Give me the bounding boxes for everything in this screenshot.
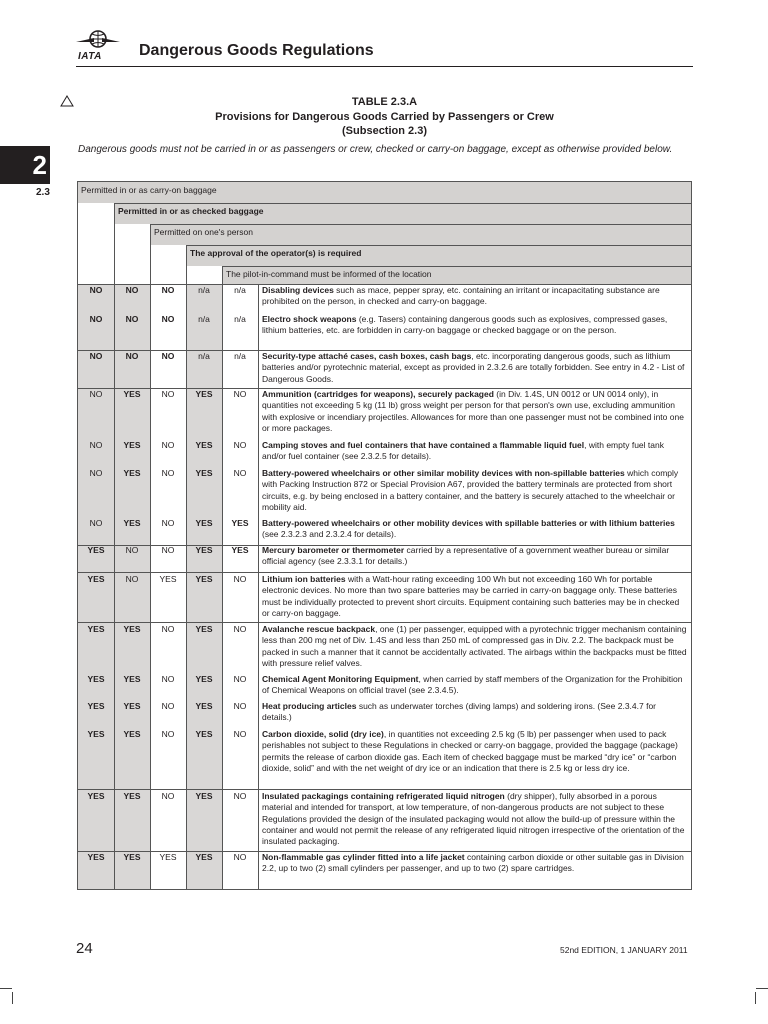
table-cell: YES (123, 701, 141, 711)
table-cell: YES (123, 791, 141, 801)
table-row-description (262, 674, 687, 697)
table-subsection: (Subsection 2.3) (342, 125, 427, 137)
chapter-tab: 2 (0, 146, 50, 184)
table-cell: NO (161, 389, 175, 399)
table-cell: NO (233, 389, 247, 399)
table-cell: NO (233, 852, 247, 862)
table-cell: YES (87, 624, 105, 634)
section-tab: 2.3 (36, 187, 50, 198)
table-title: Provisions for Dangerous Goods Carried by Passengers or Crew (215, 111, 554, 123)
table-cell: NO (161, 351, 175, 361)
table-cell: NO (89, 285, 103, 295)
item-text: , one (1) per passenger, equipped with a pyrotechnic trigger mechanism containing less than 200 mg net of Div. 1.4S and less than 250 mL of compressed gas in Div. 2.2. The backpack must be packed in such a manner that it cannot be accidentally activated. The airbags within the backpacks must be fitted with pressure relief valves. (262, 624, 687, 668)
table-cell: NO (161, 518, 175, 528)
table-cell: YES (195, 701, 213, 711)
table-cell: YES (87, 545, 105, 555)
edition-label: 52nd EDITION, 1 JANUARY 2011 (560, 945, 688, 955)
table-cell: YES (123, 518, 141, 528)
item-text: such as underwater torches (diving lamps) and soldering irons. (See 2.3.4.7 for details.) (262, 701, 657, 723)
table-cell: n/a (234, 351, 246, 361)
table-cell: NO (89, 351, 103, 361)
item-title: Electro shock weapons (262, 314, 357, 324)
table-cell: NO (233, 468, 247, 478)
table-cell: YES (195, 852, 213, 862)
table-cell: NO (125, 545, 139, 555)
column-header-checked: Permitted in or as checked baggage (118, 206, 264, 216)
table-cell: NO (125, 285, 139, 295)
table-cell: YES (123, 468, 141, 478)
table-cell: NO (161, 314, 175, 324)
item-title: Disabling devices (262, 285, 334, 295)
table-row-description (262, 701, 687, 724)
item-text: (see 2.3.2.3 and 2.3.2.4 for details). (262, 529, 397, 540)
column-header-on-person: Permitted on one's person (154, 227, 253, 237)
table-cell: NO (89, 440, 103, 450)
table-cell: NO (89, 468, 103, 478)
item-title: Carbon dioxide, solid (dry ice) (262, 729, 384, 739)
table-cell: NO (89, 518, 103, 528)
column-header-pilot-informed: The pilot-in-command must be informed of the location (226, 269, 432, 279)
table-cell: YES (195, 440, 213, 450)
table-cell: NO (89, 314, 103, 324)
table-number: TABLE 2.3.A (351, 96, 418, 108)
table-cell: NO (161, 791, 175, 801)
item-text: carried by a representative of a government weather bureau or similar official agency (see 2.3.3.1 for details.) (262, 545, 670, 567)
table-cell: YES (123, 624, 141, 634)
item-title: Lithium ion batteries (262, 574, 346, 584)
item-title: Avalanche rescue backpack (262, 624, 376, 634)
item-title: Mercury barometer or thermometer (262, 545, 405, 555)
table-row-description (262, 545, 687, 568)
table-row-description (262, 314, 687, 337)
table-row-description (262, 574, 687, 619)
crop-mark (0, 988, 12, 989)
table-cell: YES (87, 791, 105, 801)
item-title: Battery-powered wheelchairs or other similar mobility devices with non-spillable batteries (262, 468, 625, 478)
table-row-description (262, 468, 687, 513)
table-cell: YES (195, 729, 213, 739)
table-cell: YES (123, 852, 141, 862)
table-cell: YES (195, 791, 213, 801)
table-cell: NO (125, 351, 139, 361)
table-cell: YES (231, 545, 249, 555)
table-cell: NO (161, 624, 175, 634)
page-number: 24 (76, 940, 93, 957)
table-cell: YES (195, 518, 213, 528)
table-cell: NO (233, 440, 247, 450)
table-cell: YES (123, 389, 141, 399)
item-text: , in quantities not exceeding 2.5 kg (5 lb) per passenger when used to pack perishables not subject to these Regulations in checked or carry-on baggage, provided the baggage (package) permits the release of carbon dioxide gas. Each item of checked baggage must be marked “dry ice” or “carbon dioxide, solid” and with the net weight of dry ice or an indication that there is 2.5 kg or less dry ice. (262, 729, 678, 773)
table-cell: YES (195, 545, 213, 555)
table-cell: NO (233, 674, 247, 684)
table-cell: YES (195, 574, 213, 584)
table-cell: YES (87, 701, 105, 711)
page-title: Dangerous Goods Regulations (139, 42, 374, 59)
table-row-description (262, 440, 687, 463)
table-cell: NO (161, 440, 175, 450)
crop-mark (756, 988, 768, 989)
table-cell: NO (233, 624, 247, 634)
table-cell: YES (87, 674, 105, 684)
item-title: Battery-powered wheelchairs or other mobility devices with spillable batteries or with lithium batteries (262, 518, 675, 528)
table-cell: YES (231, 518, 249, 528)
item-title: Chemical Agent Monitoring Equipment (262, 674, 419, 684)
table-cell: YES (87, 729, 105, 739)
table-cell: n/a (198, 314, 210, 324)
table-cell: NO (125, 314, 139, 324)
table-cell: NO (161, 468, 175, 478)
item-text: , with empty fuel tank and/or fuel container (see 2.3.2.5 for details). (262, 440, 664, 462)
item-title: Security-type attaché cases, cash boxes, cash bags (262, 351, 472, 361)
triangle-revision-icon (60, 95, 74, 107)
table-cell: NO (89, 389, 103, 399)
logo-wordmark: IATA (78, 51, 102, 62)
table-cell: YES (123, 674, 141, 684)
item-text: , etc. incorporating dangerous goods, such as lithium batteries and/or pyrotechnic material, except as provided in 2.3.2.6 are totally forbidden. See entry in 4.2 - List of Dangerous Goods. (262, 351, 685, 384)
table-row-description (262, 285, 687, 308)
table-row-description (262, 791, 687, 847)
table-row-description (262, 389, 687, 434)
column-header-carry-on: Permitted in or as carry-on baggage (81, 185, 217, 195)
table-row-description (262, 852, 687, 875)
table-cell: NO (161, 545, 175, 555)
item-title: Ammunition (cartridges for weapons), securely packaged (262, 389, 494, 399)
table-cell: YES (195, 674, 213, 684)
header-divider (76, 66, 693, 67)
item-text: (in Div. 1.4S, UN 0012 or UN 0014 only), in quantities not exceeding 5 kg (11 lb) gross weight per person for that person's own use, excluding ammunition with explosive or incendiary projectiles. Allowances for more than one passenger must not be combined into one or more packages. (262, 389, 684, 433)
table-cell: YES (123, 729, 141, 739)
table-cell: NO (233, 574, 247, 584)
crop-mark (755, 992, 756, 1004)
table-cell: NO (233, 791, 247, 801)
intro-paragraph: Dangerous goods must not be carried in or as passengers or crew, checked or carry-on baggage, except as otherwise provided below. (78, 144, 673, 155)
item-title: Camping stoves and fuel containers that have contained a flammable liquid fuel (262, 440, 585, 450)
item-text: (dry shipper), fully absorbed in a porous material and intended for transport, at low temperature, of non-dangerous products are not subject to these Regulations provided the design of the insulated packaging would not allow the build-up of pressure within the container and would not permit the release of any refrigerated liquid nitrogen irrespective of the orientation of the insulated packaging. (262, 791, 685, 847)
item-text: , when carried by staff members of the Organization for the Prohibition of Chemical Weapons on official travel (see 2.3.4.5). (262, 674, 683, 696)
item-text: with a Watt-hour rating exceeding 100 Wh but not exceeding 160 Wh for portable electronic devices. No more than two spare batteries may be carried in carry-on baggage only. These batteries must be individually protected to prevent short circuits. Equipment containing such batteries may be in checked or carry-on baggage. (262, 574, 680, 618)
item-title: Heat producing articles (262, 701, 357, 711)
crop-mark (12, 992, 13, 1004)
table-cell: YES (87, 574, 105, 584)
table-row-description (262, 729, 687, 774)
table-cell: YES (159, 852, 177, 862)
table-cell: NO (161, 701, 175, 711)
table-row-description (262, 518, 687, 541)
table-cell: n/a (234, 314, 246, 324)
table-cell: NO (161, 674, 175, 684)
table-cell: NO (125, 574, 139, 584)
table-cell: NO (233, 729, 247, 739)
table-cell: YES (123, 440, 141, 450)
table-cell: n/a (198, 351, 210, 361)
table-cell: YES (159, 574, 177, 584)
item-text: such as mace, pepper spray, etc. containing an irritant or incapacitating substance are prohibited on the person, in checked and carry-on baggage. (262, 285, 660, 307)
item-text: (e.g. Tasers) containing dangerous goods such as explosives, compressed gases, lithium batteries, etc. are forbidden in carry-on baggage or checked baggage or on the person. (262, 314, 668, 336)
table-cell: NO (161, 285, 175, 295)
table-cell: NO (233, 701, 247, 711)
item-text: which comply with Packing Instruction 872 or Special Provision A67, provided the battery terminals are protected from short circuits, e.g. by being enclosed in a battery container, and the battery is securely attached to the wheelchair or mobility aid. (262, 468, 679, 512)
table-cell: YES (195, 468, 213, 478)
item-title: Non-flammable gas cylinder fitted into a life jacket (262, 852, 465, 862)
table-cell: n/a (198, 285, 210, 295)
table-row-description (262, 351, 687, 385)
table-cell: YES (195, 389, 213, 399)
column-header-operator-approval: The approval of the operator(s) is required (190, 248, 362, 258)
table-cell: YES (87, 852, 105, 862)
item-text: containing carbon dioxide or other suitable gas in Division 2.2, up to two (2) small cylinders per passenger, and up to two (2) spare cartridges. (262, 852, 684, 874)
table-cell: NO (161, 729, 175, 739)
table-row-description (262, 624, 687, 669)
item-title: Insulated packagings containing refrigerated liquid nitrogen (262, 791, 505, 801)
table-cell: n/a (234, 285, 246, 295)
table-cell: YES (195, 624, 213, 634)
